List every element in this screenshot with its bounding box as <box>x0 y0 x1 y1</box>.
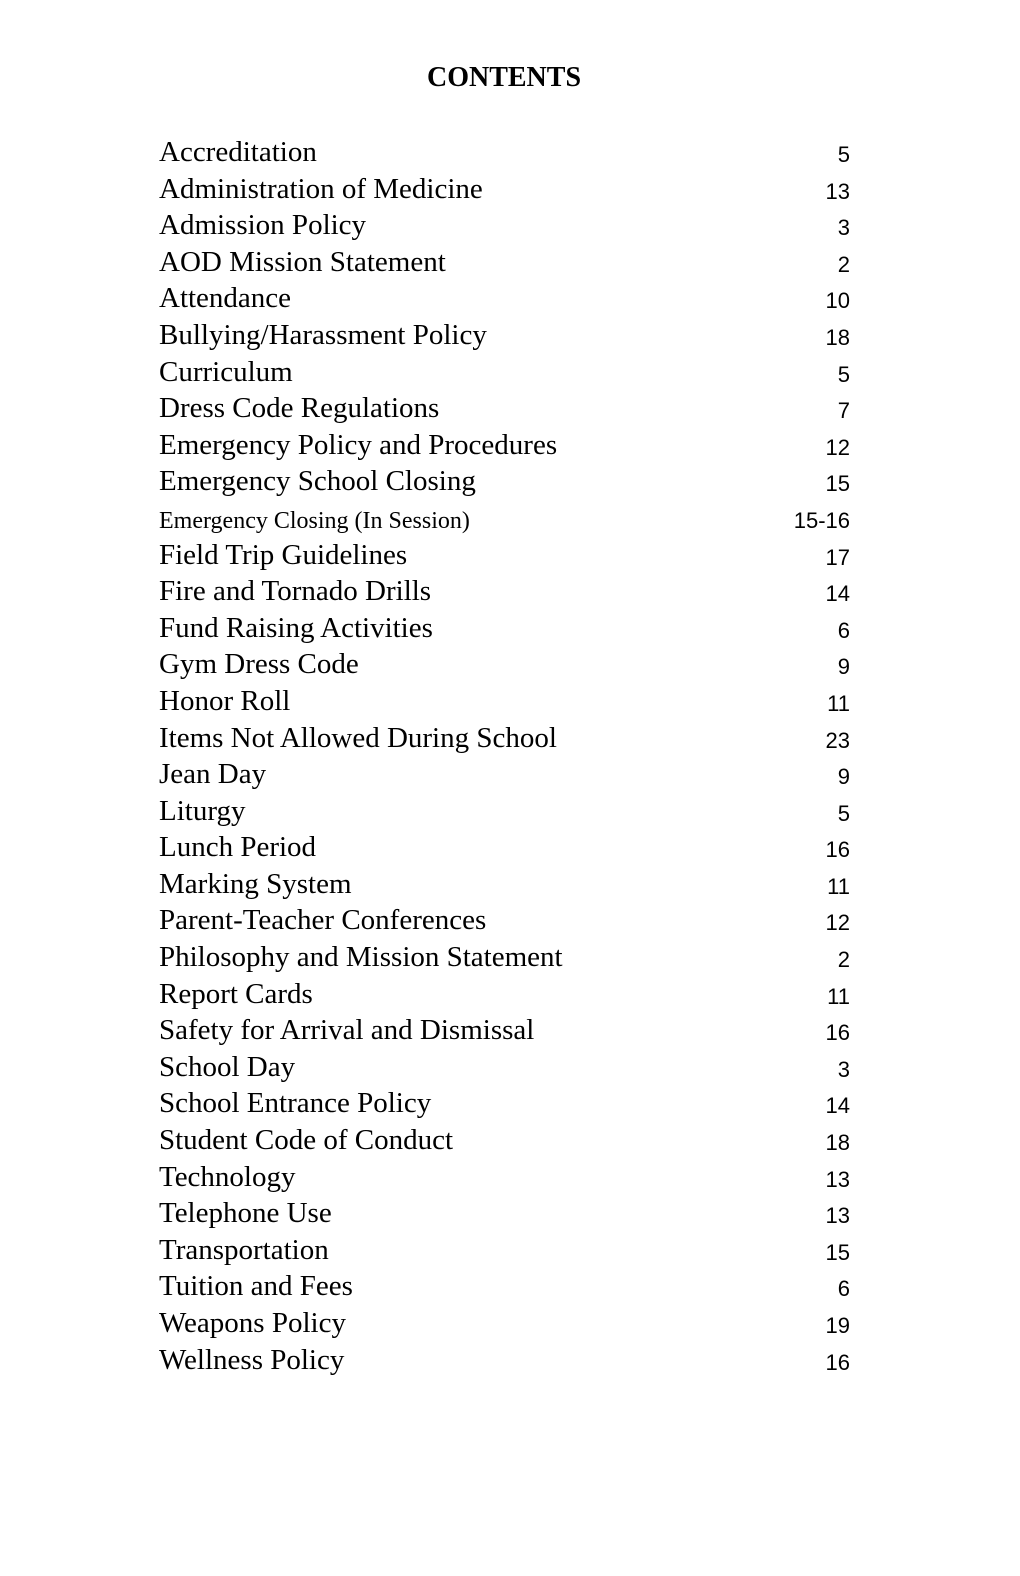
toc-entry <box>159 427 850 464</box>
toc-entry-label: Lunch Period <box>159 831 317 864</box>
toc-entry-label: Attendance <box>159 282 292 315</box>
toc-entry <box>159 610 850 647</box>
toc-entry-label: Dress Code Regulations <box>159 392 440 425</box>
toc-entry <box>159 317 850 354</box>
toc-entry <box>159 793 850 830</box>
toc-entry-label: Accreditation <box>159 136 317 168</box>
toc-entry-page: 14 <box>825 1093 850 1119</box>
toc-entry-label: Fire and Tornado Drills <box>159 575 432 608</box>
toc-entry-page: 16 <box>825 1349 850 1375</box>
toc-entry-label: Tuition and Fees <box>159 1270 353 1303</box>
toc-entry-label: Emergency Closing (In Session) <box>159 507 470 534</box>
toc-entry-page: 5 <box>837 361 850 387</box>
toc-entry-page: 5 <box>837 142 850 167</box>
toc-entry-label: Weapons Policy <box>159 1307 346 1339</box>
toc-entry <box>159 207 850 244</box>
toc-entry <box>159 1122 850 1159</box>
toc-entry-label: Items Not Allowed During School <box>159 721 557 754</box>
toc-entry-label: Report Cards <box>159 977 313 1010</box>
toc-entry <box>159 573 850 610</box>
toc-entry-page: 11 <box>827 873 850 899</box>
toc-entry-label: Bullying/Harassment Policy <box>159 318 487 351</box>
toc-entry <box>159 1305 850 1342</box>
toc-entry <box>159 866 850 903</box>
toc-entry-page: 12 <box>825 434 850 460</box>
toc-entry <box>159 902 850 939</box>
toc-entry-page: 15 <box>825 1239 850 1265</box>
toc-entry-label: School Day <box>159 1050 296 1083</box>
toc-entry-label: Student Code of Conduct <box>159 1124 454 1157</box>
toc-entry <box>159 1268 850 1305</box>
toc-entry-label: Emergency School Closing <box>159 465 476 498</box>
toc-entry-label: Marking System <box>159 867 352 900</box>
toc-entry-page: 15 <box>825 471 850 497</box>
toc-entry <box>159 1012 850 1049</box>
toc-entry-page: 18 <box>825 1130 850 1156</box>
toc-entry <box>159 756 850 793</box>
toc-entry-label: Parent-Teacher Conferences <box>159 904 487 937</box>
toc-entry-label: AOD Mission Statement <box>159 245 446 278</box>
toc-entry-label: Emergency Policy and Procedures <box>159 428 558 461</box>
toc-entry <box>159 280 850 317</box>
toc-entry <box>159 1085 850 1122</box>
toc-entry <box>159 1049 850 1086</box>
toc-entry <box>159 829 850 866</box>
contents-title: CONTENTS <box>426 62 582 93</box>
toc-entry <box>159 463 850 500</box>
toc-entry-label: Curriculum <box>159 355 293 388</box>
toc-entry-page: 5 <box>837 800 850 826</box>
toc-entry-page: 2 <box>837 947 850 973</box>
toc-entry-label: Honor Roll <box>159 684 291 717</box>
toc-entry <box>159 646 850 683</box>
toc-entry-page: 2 <box>837 251 850 277</box>
toc-entry-page: 7 <box>837 398 850 424</box>
toc-entry <box>159 683 850 720</box>
toc-entry <box>159 244 850 281</box>
toc-entry <box>159 1159 850 1196</box>
toc-entry-label: Philosophy and Mission Statement <box>159 941 563 974</box>
toc-entry-page: 13 <box>825 1203 850 1229</box>
toc-entry <box>159 537 850 574</box>
toc-entry-page: 15-16 <box>793 507 850 533</box>
toc-entry-page: 9 <box>837 764 850 790</box>
toc-entry-page: 16 <box>825 1020 850 1046</box>
toc-entry-label: Telephone Use <box>159 1197 332 1230</box>
toc-entry-label: Technology <box>159 1160 296 1193</box>
toc-entry-page: 13 <box>825 178 850 204</box>
table-of-contents <box>159 134 850 1378</box>
toc-entry-page: 14 <box>825 581 850 607</box>
toc-entry-page: 3 <box>837 1056 850 1082</box>
toc-entry <box>159 171 850 208</box>
toc-entry <box>159 1342 850 1379</box>
toc-entry <box>159 390 850 427</box>
toc-entry <box>159 354 850 391</box>
toc-entry-page: 13 <box>825 1166 850 1192</box>
toc-entry-page: 11 <box>827 690 850 716</box>
toc-entry-page: 3 <box>837 215 850 241</box>
toc-entry-label: Transportation <box>159 1233 329 1266</box>
toc-entry <box>159 134 850 171</box>
toc-entry-label: Jean Day <box>159 758 267 791</box>
toc-entry-label: Liturgy <box>159 794 246 827</box>
toc-entry-label: Admission Policy <box>159 209 367 242</box>
toc-entry-page: 16 <box>825 837 850 863</box>
toc-entry-page: 12 <box>825 910 850 936</box>
toc-entry-page: 10 <box>825 288 850 314</box>
toc-entry <box>159 500 850 537</box>
toc-entry-page: 9 <box>837 654 850 680</box>
toc-entry-label: Field Trip Guidelines <box>159 538 408 571</box>
toc-entry-label: Wellness Policy <box>159 1343 345 1376</box>
toc-entry-page: 11 <box>827 983 850 1009</box>
toc-entry <box>159 976 850 1013</box>
toc-entry-page: 19 <box>825 1313 850 1338</box>
toc-entry-page: 23 <box>825 727 850 753</box>
toc-entry <box>159 939 850 976</box>
toc-entry-page: 6 <box>837 617 850 643</box>
toc-entry-label: Safety for Arrival and Dismissal <box>159 1014 535 1047</box>
toc-entry-label: Administration of Medicine <box>159 172 483 205</box>
toc-entry-label: School Entrance Policy <box>159 1087 432 1120</box>
toc-entry-page: 6 <box>837 1276 850 1302</box>
toc-entry-page: 18 <box>825 324 850 350</box>
toc-entry-label: Fund Raising Activities <box>159 611 433 644</box>
toc-entry <box>159 1195 850 1232</box>
toc-entry <box>159 720 850 757</box>
toc-entry-page: 17 <box>825 544 850 570</box>
toc-entry <box>159 1232 850 1269</box>
toc-entry-label: Gym Dress Code <box>159 648 359 681</box>
